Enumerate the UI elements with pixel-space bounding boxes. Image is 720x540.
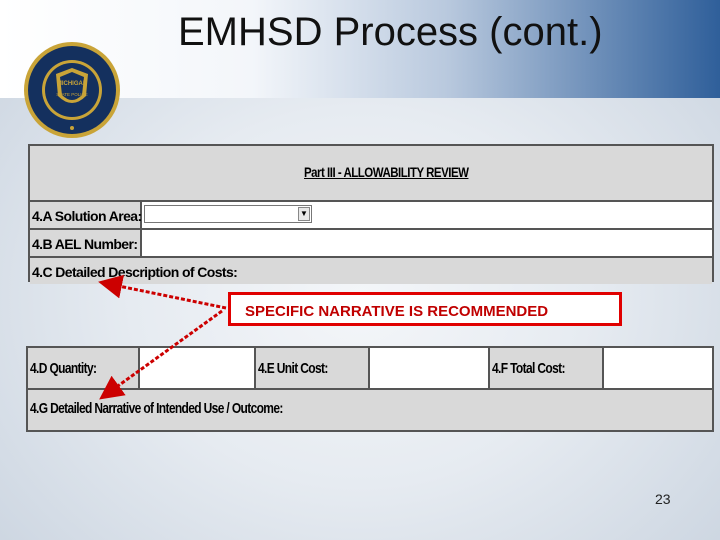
cost-row xyxy=(28,348,712,390)
form-header xyxy=(30,146,712,202)
row-detailed-description xyxy=(30,258,712,284)
ael-number-input[interactable] xyxy=(142,230,712,256)
seal-state-text: MICHIGAN xyxy=(56,81,88,87)
label-detailed-description: 4.C Detailed Description of Costs: xyxy=(30,258,712,284)
page-number: 23 xyxy=(655,491,671,507)
seal-center-text: STATE POLICE xyxy=(56,92,88,97)
michigan-state-police-seal xyxy=(22,40,122,140)
solution-area-dropdown[interactable] xyxy=(144,205,312,223)
callout-text: SPECIFIC NARRATIVE IS RECOMMENDED xyxy=(245,303,549,320)
row-ael-number xyxy=(30,230,712,258)
label-total-cost: 4.F Total Cost: xyxy=(490,348,604,388)
slide-title: EMHSD Process (cont.) xyxy=(178,10,603,54)
cost-narrative-form xyxy=(26,346,714,432)
label-quantity: 4.D Quantity: xyxy=(28,348,140,388)
solution-area-cell xyxy=(142,202,712,228)
allowability-review-form xyxy=(28,144,714,282)
total-cost-input[interactable] xyxy=(604,348,712,388)
unit-cost-input[interactable] xyxy=(370,348,490,388)
label-unit-cost: 4.E Unit Cost: xyxy=(256,348,370,388)
row-detailed-narrative xyxy=(28,390,712,430)
row-solution-area xyxy=(30,202,712,230)
label-ael-number: 4.B AEL Number: xyxy=(30,230,142,256)
dropdown-arrow-icon[interactable]: ▼ xyxy=(298,207,310,221)
label-detailed-narrative: 4.G Detailed Narrative of Intended Use / Outcome: xyxy=(30,400,283,417)
label-solution-area: 4.A Solution Area: xyxy=(30,202,142,228)
form-header-title: Part III - ALLOWABILITY REVIEW xyxy=(304,164,469,180)
quantity-input[interactable] xyxy=(140,348,256,388)
recommendation-callout xyxy=(228,292,622,326)
